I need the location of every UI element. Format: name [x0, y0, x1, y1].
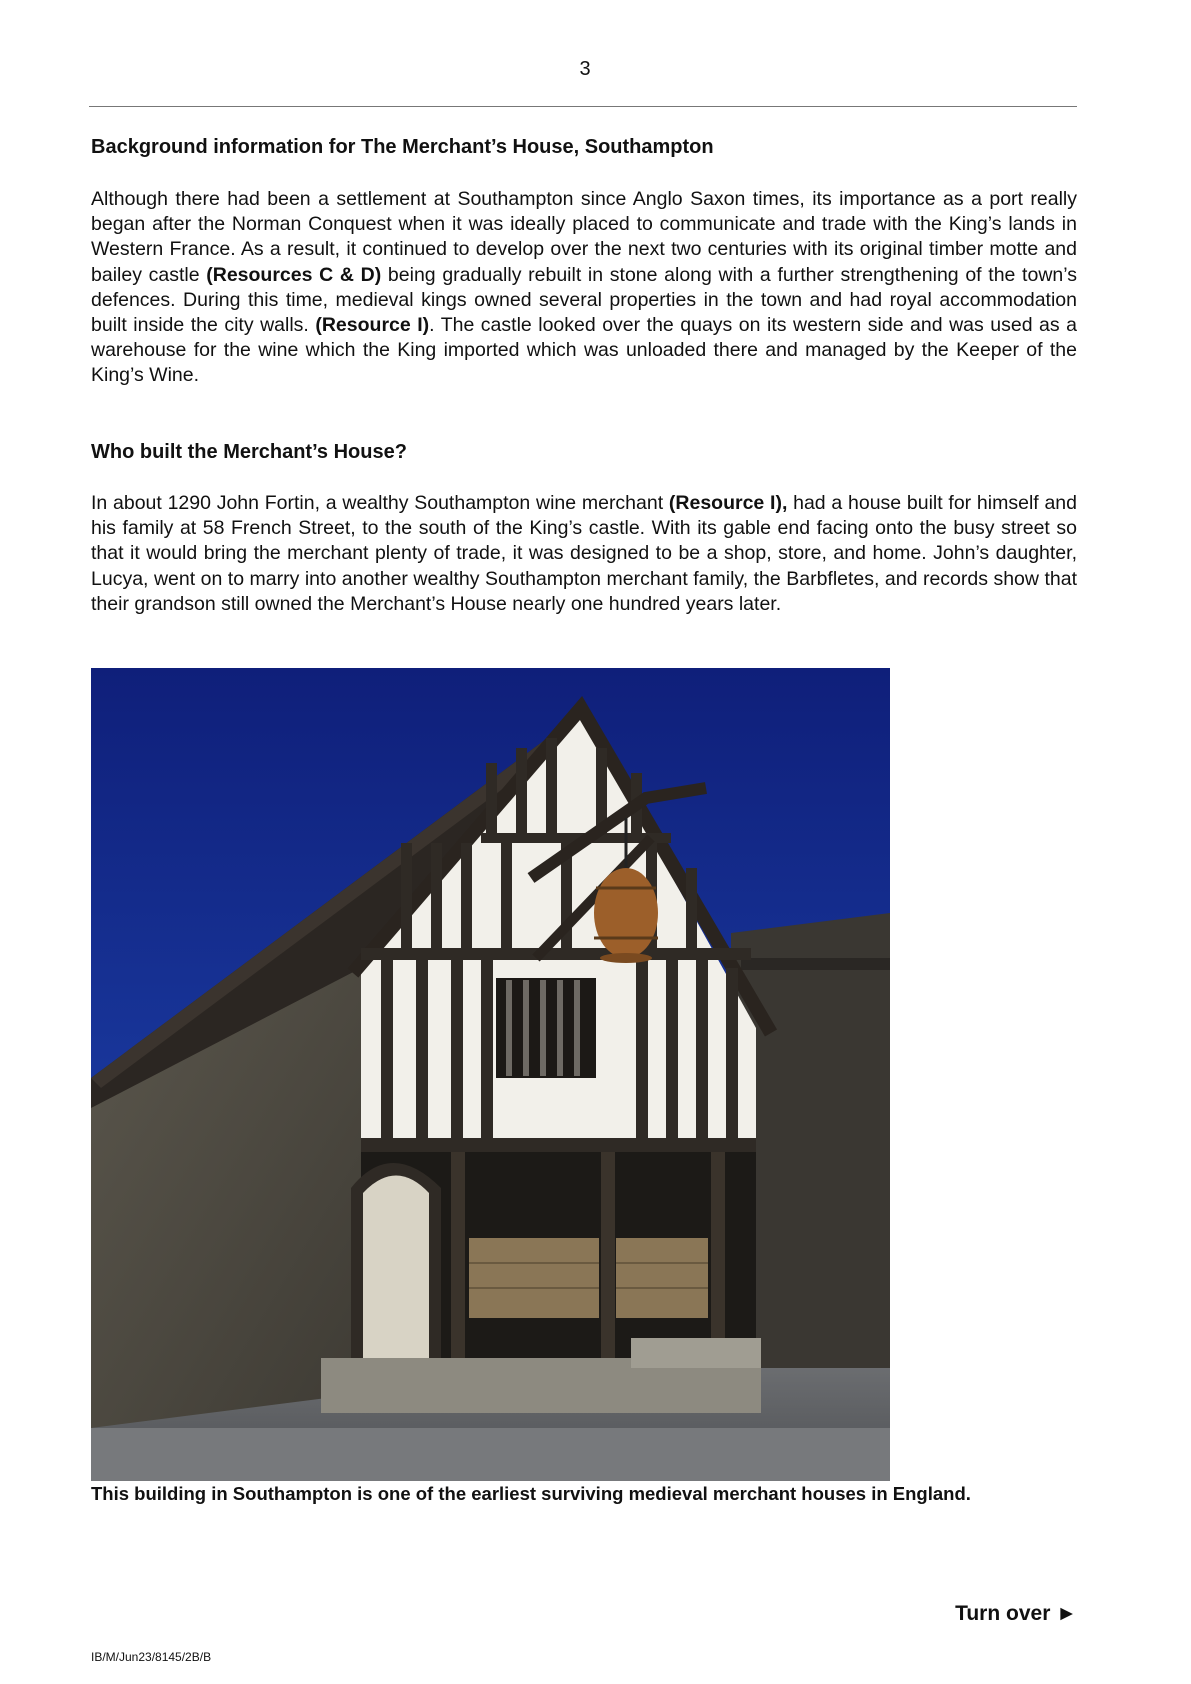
header-rule	[89, 106, 1077, 107]
resource-ref-i-2: (Resource I),	[668, 492, 788, 514]
turn-over-label: Turn over ►	[955, 1602, 1077, 1625]
merchants-house-photo	[91, 668, 890, 1481]
section-heading-who-built: Who built the Merchant’s House?	[91, 441, 407, 463]
resource-ref-c-d: (Resources C & D)	[206, 263, 382, 286]
background-paragraph: Although there had been a settlement at Southampton since Anglo Saxon times, its importance as a port really began after the Norman Conquest when it was ideally placed to communicate and trade with the King’s lands in Western France. As a result, it continued to develop over the next two centuries with its original timber motte and bailey castle (Resources C & D) being gradually rebuilt in stone along with a further strengthening of the town’s defences. During this time, medieval kings owned several properties in the town and had royal accommodation built inside the city walls. (Resource I). The castle looked over the quays on its western side and was used as a warehouse for the wine which the King imported which was unloaded there and managed by the Keeper of the King’s Wine.	[91, 188, 1077, 387]
photo-caption: This building in Southampton is one of the earliest surviving medieval merchant houses in England.	[91, 1483, 971, 1504]
resource-ref-i: (Resource I)	[315, 314, 430, 337]
document-code: IB/M/Jun23/8145/2B/B	[91, 1650, 212, 1664]
section-heading-background: Background information for The Merchant’s House, Southampton	[91, 136, 714, 158]
page-number: 3	[579, 58, 591, 80]
who-built-paragraph: In about 1290 John Fortin, a wealthy Southampton wine merchant (Resource I), had a house built for himself and his family at 58 French Street, to the south of the King’s castle. With its gable end facing onto the busy street so that it would bring the merchant plenty of trade, it was designed to be a shop, store, and home. John’s daughter, Lucya, went on to marry into another wealthy Southampton merchant family, the Barbfletes, and records show that their grandson still owned the Merchant’s House nearly one hundred years later.	[91, 492, 1077, 615]
